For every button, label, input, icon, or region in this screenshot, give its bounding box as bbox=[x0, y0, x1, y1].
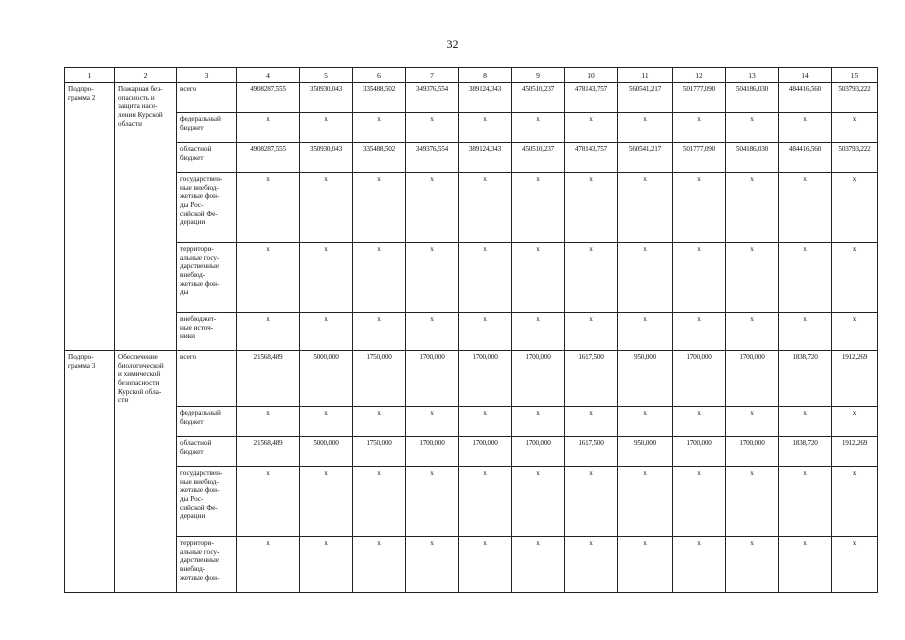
value-cell: 950,000 bbox=[618, 351, 673, 407]
column-header: 15 bbox=[832, 68, 878, 83]
value-cell: 1700,000 bbox=[459, 351, 512, 407]
value-cell: x bbox=[565, 537, 618, 593]
value-cell: 1617,500 bbox=[565, 437, 618, 467]
table-row bbox=[65, 407, 878, 437]
value-cell: 1700,000 bbox=[512, 351, 565, 407]
funding-source-cell: территори- альные госу- дарственные внебюд- жетные фон- bbox=[177, 537, 237, 593]
value-cell: 504186,030 bbox=[726, 83, 779, 113]
column-header: 1 bbox=[65, 68, 115, 83]
value-cell: x bbox=[353, 407, 406, 437]
value-cell: 950,000 bbox=[618, 437, 673, 467]
value-cell: x bbox=[726, 313, 779, 351]
value-cell: x bbox=[459, 467, 512, 537]
value-cell: x bbox=[353, 467, 406, 537]
value-cell: 450510,237 bbox=[512, 83, 565, 113]
page-number: 32 bbox=[446, 37, 459, 51]
value-cell: 450510,237 bbox=[512, 143, 565, 173]
value-cell: x bbox=[512, 313, 565, 351]
value-cell: x bbox=[237, 173, 300, 243]
value-cell: 21568,489 bbox=[237, 351, 300, 407]
value-cell: 350930,043 bbox=[300, 83, 353, 113]
table-row bbox=[65, 467, 878, 537]
column-header: 13 bbox=[726, 68, 779, 83]
value-cell: 484416,560 bbox=[779, 143, 832, 173]
value-cell: x bbox=[726, 537, 779, 593]
value-cell: 1750,000 bbox=[353, 351, 406, 407]
value-cell: 503793,222 bbox=[832, 143, 878, 173]
value-cell: x bbox=[512, 537, 565, 593]
value-cell: x bbox=[459, 173, 512, 243]
value-cell: x bbox=[726, 173, 779, 243]
value-cell: x bbox=[353, 537, 406, 593]
table-row bbox=[65, 113, 878, 143]
subprogram-name-cell: Пожарная без- опасность и защита насе- ления Курской области bbox=[115, 83, 177, 351]
column-header: 6 bbox=[353, 68, 406, 83]
column-header: 2 bbox=[115, 68, 177, 83]
value-cell: x bbox=[673, 313, 726, 351]
value-cell: x bbox=[779, 113, 832, 143]
value-cell: x bbox=[406, 537, 459, 593]
table-row bbox=[65, 243, 878, 313]
value-cell: x bbox=[673, 407, 726, 437]
column-header: 12 bbox=[673, 68, 726, 83]
value-cell: 560541,217 bbox=[618, 83, 673, 113]
value-cell: 1700,000 bbox=[459, 437, 512, 467]
value-cell: x bbox=[300, 407, 353, 437]
value-cell: 21568,489 bbox=[237, 437, 300, 467]
value-cell: x bbox=[237, 467, 300, 537]
value-cell: x bbox=[779, 173, 832, 243]
value-cell: 1838,720 bbox=[779, 351, 832, 407]
value-cell: x bbox=[353, 243, 406, 313]
value-cell: x bbox=[673, 113, 726, 143]
value-cell: x bbox=[618, 113, 673, 143]
value-cell: x bbox=[406, 467, 459, 537]
value-cell: x bbox=[832, 173, 878, 243]
funding-source-cell: всего bbox=[177, 83, 237, 113]
funding-source-cell: государствен- ные внебюд- жетные фон- ды Рос- сийской Фе- дерации bbox=[177, 173, 237, 243]
value-cell: 560541,217 bbox=[618, 143, 673, 173]
value-cell: x bbox=[726, 243, 779, 313]
value-cell: x bbox=[565, 173, 618, 243]
value-cell: 503793,222 bbox=[832, 83, 878, 113]
value-cell: x bbox=[565, 243, 618, 313]
value-cell: 1617,500 bbox=[565, 351, 618, 407]
column-header: 5 bbox=[300, 68, 353, 83]
table-row bbox=[65, 313, 878, 351]
value-cell: x bbox=[779, 407, 832, 437]
value-cell: 5000,000 bbox=[300, 437, 353, 467]
value-cell: x bbox=[832, 313, 878, 351]
column-header: 10 bbox=[565, 68, 618, 83]
value-cell: x bbox=[406, 173, 459, 243]
column-header: 7 bbox=[406, 68, 459, 83]
value-cell: 501777,090 bbox=[673, 143, 726, 173]
value-cell: 4908287,555 bbox=[237, 83, 300, 113]
value-cell: x bbox=[726, 407, 779, 437]
value-cell: x bbox=[512, 467, 565, 537]
value-cell: 349376,554 bbox=[406, 143, 459, 173]
value-cell: x bbox=[237, 537, 300, 593]
value-cell: x bbox=[459, 113, 512, 143]
funding-source-cell: областной бюджет bbox=[177, 143, 237, 173]
value-cell: x bbox=[832, 467, 878, 537]
table-row bbox=[65, 437, 878, 467]
value-cell: x bbox=[832, 537, 878, 593]
header-row bbox=[65, 68, 878, 83]
value-cell: 335488,502 bbox=[353, 83, 406, 113]
value-cell: x bbox=[512, 173, 565, 243]
column-header: 8 bbox=[459, 68, 512, 83]
funding-source-cell: федеральный бюджет bbox=[177, 407, 237, 437]
value-cell: x bbox=[459, 537, 512, 593]
value-cell: x bbox=[300, 313, 353, 351]
value-cell: 501777,090 bbox=[673, 83, 726, 113]
value-cell: x bbox=[300, 173, 353, 243]
value-cell: x bbox=[832, 407, 878, 437]
value-cell: x bbox=[618, 173, 673, 243]
value-cell: x bbox=[353, 173, 406, 243]
value-cell: 1700,000 bbox=[673, 351, 726, 407]
value-cell: x bbox=[512, 243, 565, 313]
table-row bbox=[65, 537, 878, 593]
value-cell: x bbox=[618, 407, 673, 437]
value-cell: 484416,560 bbox=[779, 83, 832, 113]
budget-table bbox=[64, 67, 878, 593]
funding-source-cell: государствен- ные внебюд- жетные фон- ды Рос- сийской Фе- дерации bbox=[177, 467, 237, 537]
value-cell: x bbox=[726, 467, 779, 537]
value-cell: x bbox=[459, 407, 512, 437]
value-cell: x bbox=[565, 113, 618, 143]
value-cell: x bbox=[618, 467, 673, 537]
value-cell: x bbox=[565, 407, 618, 437]
value-cell: 478143,757 bbox=[565, 143, 618, 173]
funding-source-cell: областной бюджет bbox=[177, 437, 237, 467]
subprogram-cell: Подпро- грамма 3 bbox=[65, 351, 115, 593]
value-cell: x bbox=[779, 243, 832, 313]
table-row bbox=[65, 143, 878, 173]
value-cell: x bbox=[300, 467, 353, 537]
subprogram-cell: Подпро- грамма 2 bbox=[65, 83, 115, 351]
value-cell: x bbox=[779, 537, 832, 593]
value-cell: x bbox=[726, 113, 779, 143]
column-header: 14 bbox=[779, 68, 832, 83]
value-cell: 478143,757 bbox=[565, 83, 618, 113]
value-cell: 1700,000 bbox=[406, 437, 459, 467]
value-cell: x bbox=[300, 113, 353, 143]
table-row bbox=[65, 351, 878, 407]
value-cell: 5000,000 bbox=[300, 351, 353, 407]
value-cell: 1700,000 bbox=[512, 437, 565, 467]
value-cell: 4908287,555 bbox=[237, 143, 300, 173]
column-header: 3 bbox=[177, 68, 237, 83]
value-cell: x bbox=[512, 113, 565, 143]
value-cell: x bbox=[673, 467, 726, 537]
table-row bbox=[65, 83, 878, 113]
value-cell: 1838,720 bbox=[779, 437, 832, 467]
value-cell: 350930,043 bbox=[300, 143, 353, 173]
value-cell: 1912,269 bbox=[832, 437, 878, 467]
subprogram-name-cell: Обеспечение биологической и химической безопасности Курской обла- сти bbox=[115, 351, 177, 593]
value-cell: 389124,343 bbox=[459, 83, 512, 113]
value-cell: x bbox=[618, 537, 673, 593]
table-row bbox=[65, 173, 878, 243]
value-cell: x bbox=[300, 537, 353, 593]
value-cell: x bbox=[832, 243, 878, 313]
value-cell: x bbox=[512, 407, 565, 437]
value-cell: x bbox=[406, 243, 459, 313]
value-cell: 349376,554 bbox=[406, 83, 459, 113]
value-cell: 1700,000 bbox=[673, 437, 726, 467]
value-cell: x bbox=[353, 113, 406, 143]
table-body bbox=[65, 83, 878, 593]
value-cell: 504186,030 bbox=[726, 143, 779, 173]
value-cell: x bbox=[237, 407, 300, 437]
value-cell: 1750,000 bbox=[353, 437, 406, 467]
value-cell: x bbox=[673, 243, 726, 313]
funding-source-cell: всего bbox=[177, 351, 237, 407]
funding-source-cell: территори- альные госу- дарственные внебюд- жетные фон- ды bbox=[177, 243, 237, 313]
value-cell: x bbox=[406, 113, 459, 143]
value-cell: 389124,343 bbox=[459, 143, 512, 173]
value-cell: x bbox=[618, 243, 673, 313]
value-cell: x bbox=[237, 243, 300, 313]
value-cell: 1700,000 bbox=[726, 351, 779, 407]
value-cell: 335488,502 bbox=[353, 143, 406, 173]
value-cell: 1700,000 bbox=[406, 351, 459, 407]
value-cell: x bbox=[353, 313, 406, 351]
value-cell: 1700,000 bbox=[726, 437, 779, 467]
value-cell: 1912,269 bbox=[832, 351, 878, 407]
value-cell: x bbox=[459, 313, 512, 351]
value-cell: x bbox=[406, 407, 459, 437]
value-cell: x bbox=[565, 467, 618, 537]
value-cell: x bbox=[673, 537, 726, 593]
column-header: 4 bbox=[237, 68, 300, 83]
value-cell: x bbox=[237, 313, 300, 351]
funding-source-cell: внебюджет- ные источ- ники bbox=[177, 313, 237, 351]
value-cell: x bbox=[779, 467, 832, 537]
value-cell: x bbox=[779, 313, 832, 351]
value-cell: x bbox=[832, 113, 878, 143]
column-header: 11 bbox=[618, 68, 673, 83]
value-cell: x bbox=[565, 313, 618, 351]
value-cell: x bbox=[406, 313, 459, 351]
value-cell: x bbox=[300, 243, 353, 313]
value-cell: x bbox=[237, 113, 300, 143]
value-cell: x bbox=[459, 243, 512, 313]
column-header: 9 bbox=[512, 68, 565, 83]
value-cell: x bbox=[673, 173, 726, 243]
funding-source-cell: федеральный бюджет bbox=[177, 113, 237, 143]
value-cell: x bbox=[618, 313, 673, 351]
